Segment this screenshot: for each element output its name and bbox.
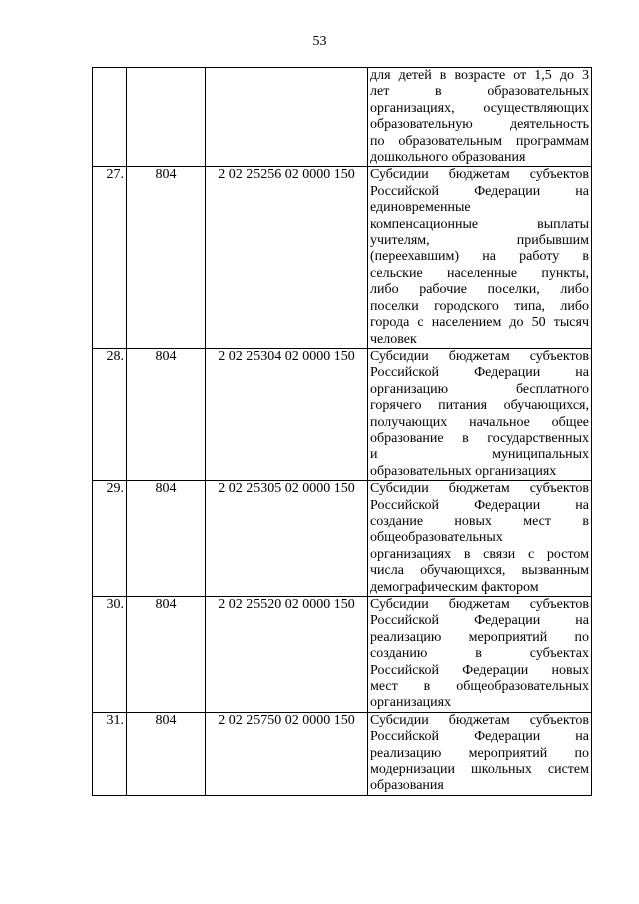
text-line: Российской Федерации новых: [370, 662, 589, 678]
text-line: созданию в субъектах: [370, 646, 589, 662]
text-line: мест в общеобразовательных: [370, 679, 589, 695]
row-number-cell: 27.: [93, 167, 127, 348]
text-line: демографическим фактором: [370, 579, 539, 595]
row-number-cell: 28.: [93, 348, 127, 480]
row-number-cell: 29.: [93, 481, 127, 597]
revenue-name-cell: [368, 597, 592, 713]
table-row: [93, 597, 592, 713]
row-number-cell: 30.: [93, 597, 127, 713]
table-row: [93, 481, 592, 597]
text-line: Субсидии бюджетам субъектов: [370, 712, 589, 728]
text-line: Российской Федерации на: [370, 497, 589, 513]
text-line: горячего питания обучающихся,: [370, 398, 589, 414]
text-line: дошкольного образования: [370, 150, 526, 166]
table-row: [93, 167, 592, 348]
text-line: образование в государственных: [370, 430, 589, 446]
text-line: Субсидии бюджетам субъектов: [370, 167, 589, 183]
text-line: компенсационные выплаты: [370, 216, 589, 232]
administrator-code-cell: 804: [127, 597, 206, 713]
text-line: для детей в возрасте от 1,5 до 3: [370, 68, 589, 83]
text-line: единовременные: [370, 200, 471, 216]
text-line: поселки городского типа, либо: [370, 298, 589, 314]
text-line: человек: [370, 331, 417, 347]
table-row: [93, 712, 592, 795]
row-number-cell: [93, 68, 127, 167]
text-line: организациях в связи с ростом: [370, 546, 589, 562]
revenue-code-cell: 2 02 25750 02 0000 150: [206, 712, 368, 795]
text-line: города с населением до 50 тысяч: [370, 315, 589, 331]
text-line: учителям, прибывшим: [370, 233, 589, 249]
text-line: числа обучающихся, вызванным: [370, 563, 589, 579]
text-line: получающих начальное общее: [370, 414, 589, 430]
text-line: модернизации школьных систем: [370, 762, 589, 778]
text-line: и муниципальных: [370, 447, 589, 463]
budget-revenue-table: [92, 67, 592, 796]
table-row: [93, 348, 592, 480]
text-line: создание новых мест в: [370, 513, 589, 529]
table-body: [93, 68, 592, 796]
text-line: Российской Федерации на: [370, 365, 589, 381]
text-line: Субсидии бюджетам субъектов: [370, 597, 589, 612]
text-line: лет в образовательных: [370, 84, 589, 100]
revenue-code-cell: 2 02 25256 02 0000 150: [206, 167, 368, 348]
text-line: общеобразовательных: [370, 530, 503, 546]
revenue-code-cell: 2 02 25520 02 0000 150: [206, 597, 368, 713]
revenue-code-cell: 2 02 25304 02 0000 150: [206, 348, 368, 480]
text-line: образовательных организациях: [370, 463, 557, 479]
text-line: либо рабочие поселки, либо: [370, 282, 589, 298]
text-line: Российской Федерации на: [370, 613, 589, 629]
revenue-name-cell: [368, 348, 592, 480]
administrator-code-cell: 804: [127, 481, 206, 597]
revenue-code-cell: 2 02 25305 02 0000 150: [206, 481, 368, 597]
text-line: сельские населенные пункты,: [370, 265, 589, 281]
text-line: Российской Федерации на: [370, 729, 589, 745]
text-line: организациях: [370, 695, 452, 711]
text-line: Российской Федерации на: [370, 183, 589, 199]
row-number-cell: 31.: [93, 712, 127, 795]
text-line: организациях, осуществляющих: [370, 100, 589, 116]
revenue-name-cell: [368, 167, 592, 348]
table-row: [93, 68, 592, 167]
text-line: организацию бесплатного: [370, 381, 589, 397]
text-line: Субсидии бюджетам субъектов: [370, 348, 589, 364]
revenue-name-cell: [368, 481, 592, 597]
text-line: образования: [370, 778, 444, 794]
administrator-code-cell: 804: [127, 167, 206, 348]
page-number: 53: [312, 34, 327, 49]
administrator-code-cell: 804: [127, 712, 206, 795]
revenue-name-cell: [368, 712, 592, 795]
revenue-name-cell: [368, 68, 592, 167]
text-line: Субсидии бюджетам субъектов: [370, 481, 589, 497]
text-line: реализацию мероприятий по: [370, 745, 589, 761]
text-line: по образовательным программам: [370, 133, 589, 149]
revenue-code-cell: [206, 68, 368, 167]
text-line: образовательную деятельность: [370, 117, 589, 133]
administrator-code-cell: 804: [127, 348, 206, 480]
text-line: реализацию мероприятий по: [370, 629, 589, 645]
text-line: (переехавшим) на работу в: [370, 249, 589, 265]
administrator-code-cell: [127, 68, 206, 167]
